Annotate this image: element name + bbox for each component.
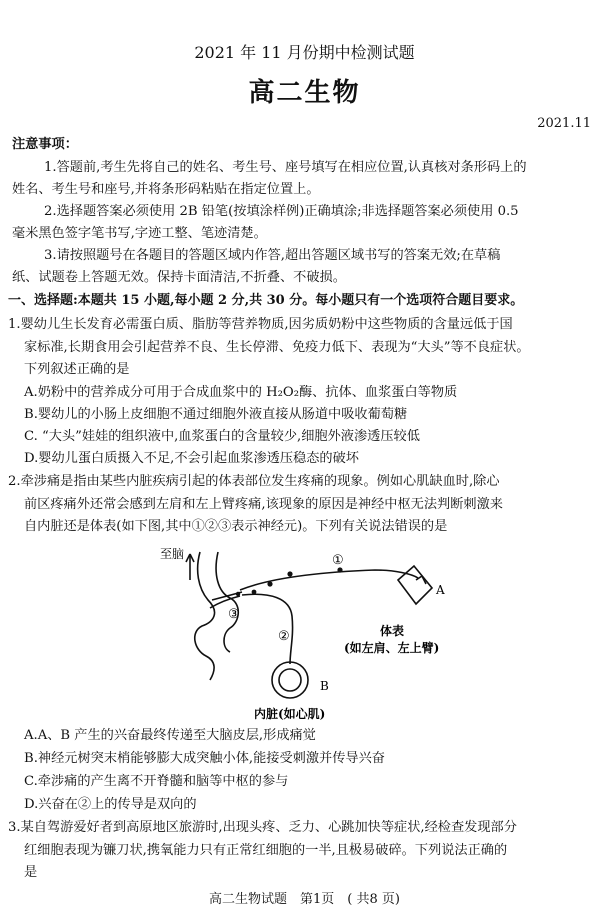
section-heading: 一、选择题:本题共 15 小题,每小题 2 分,共 30 分。每小题只有一个选项符合题目要求。 xyxy=(8,293,524,308)
question-2-stem: 前区疼痛外还常会感到左肩和左上臂疼痛,该现象的原因是神经中枢无法判断刺激来 xyxy=(24,497,503,512)
question-3-stem: 红细胞表现为镰刀状,携氧能力只有正常红细胞的一半,且极易破碎。下列说法正确的 xyxy=(24,843,508,858)
notice-line: 2.选择题答案必须使用 2B 铅笔(按填涂样例)正确填涂;非选择题答案必须使用 0.5 xyxy=(44,204,519,219)
notice-line: 纸、试题卷上答题无效。保持卡面清洁,不折叠、不破损。 xyxy=(12,270,346,285)
question-1-option-a: A.奶粉中的营养成分可用于合成血浆中的 H₂O₂酶、抗体、血浆蛋白等物质 xyxy=(24,385,458,400)
question-2-option-a: A.A、B 产生的兴奋最终传递至大脑皮层,形成痛觉 xyxy=(24,728,316,743)
question-1-stem: 1.婴幼儿生长发育必需蛋白质、脂肪等营养物质,因劣质奶粉中这些物质的含量远低于国 xyxy=(8,317,513,332)
referred-pain-figure xyxy=(150,540,470,725)
notice-line: 姓名、考生号和座号,并将条形码粘贴在指定位置上。 xyxy=(12,182,320,197)
subject-title: 高二生物 xyxy=(248,78,361,108)
label-to-brain: 至脑 xyxy=(160,547,185,561)
question-1-stem: 家标准,长期食用会引起营养不良、生长停滞、免疫力低下、表现为“大头”等不良症状。 xyxy=(24,340,530,355)
question-2-stem: 自内脏还是体表(如下图,其中①②③表示神经元)。下列有关说法错误的是 xyxy=(24,519,448,534)
question-1-stem: 下列叙述正确的是 xyxy=(24,362,130,377)
question-1-option-c: C. “大头”娃娃的组织液中,血浆蛋白的含量较少,细胞外液渗透压较低 xyxy=(24,429,420,444)
notice-line: 毫米黑色签字笔书写,字迹工整、笔迹清楚。 xyxy=(12,226,267,241)
exam-title: 2021 年 11 月份期中检测试题 xyxy=(194,43,415,62)
question-3-stem: 3.某自驾游爱好者到高原地区旅游时,出现头疼、乏力、心跳加快等症状,经检查发现部分 xyxy=(8,820,517,835)
label-neuron-3: ③ xyxy=(228,607,240,622)
question-1-option-d: D.婴幼儿蛋白质摄入不足,不会引起血浆渗透压稳态的破坏 xyxy=(24,451,359,466)
question-2-option-b: B.神经元树突末梢能够膨大成突触小体,能接受刺激并传导兴奋 xyxy=(24,751,385,766)
label-body-surface: 体表 xyxy=(380,624,405,638)
label-neuron-1: ① xyxy=(332,553,344,568)
question-2-option-d: D.兴奋在②上的传导是双向的 xyxy=(24,797,197,812)
question-2-option-c: C.牵涉痛的产生离不开脊髓和脑等中枢的参与 xyxy=(24,774,289,789)
notice-heading: 注意事项： xyxy=(12,137,78,152)
notice-line: 1.答题前,考生先将自己的姓名、考生号、座号填写在相应位置,认真核对条形码上的 xyxy=(44,160,527,175)
label-neuron-2: ② xyxy=(278,629,290,644)
label-body-surface-examples: (如左肩、左上臂) xyxy=(344,641,440,655)
label-viscera: 内脏(如心肌) xyxy=(254,707,326,721)
question-2-stem: 2.牵涉痛是指由某些内脏疾病引起的体表部位发生疼痛的现象。例如心肌缺血时,除心 xyxy=(8,474,500,489)
notice-line: 3.请按照题号在各题目的答题区域内作答,超出答题区域书写的答案无效;在草稿 xyxy=(44,248,501,263)
label-a: A xyxy=(436,583,445,597)
page-footer: 高二生物试题 第1页 ( 共8 页) xyxy=(209,892,400,907)
question-3-stem: 是 xyxy=(24,865,38,880)
label-b: B xyxy=(320,679,329,693)
question-1-option-b: B.婴幼儿的小肠上皮细胞不通过细胞外液直接从肠道中吸收葡萄糖 xyxy=(24,407,408,422)
exam-date: 2021.11 xyxy=(537,116,591,131)
